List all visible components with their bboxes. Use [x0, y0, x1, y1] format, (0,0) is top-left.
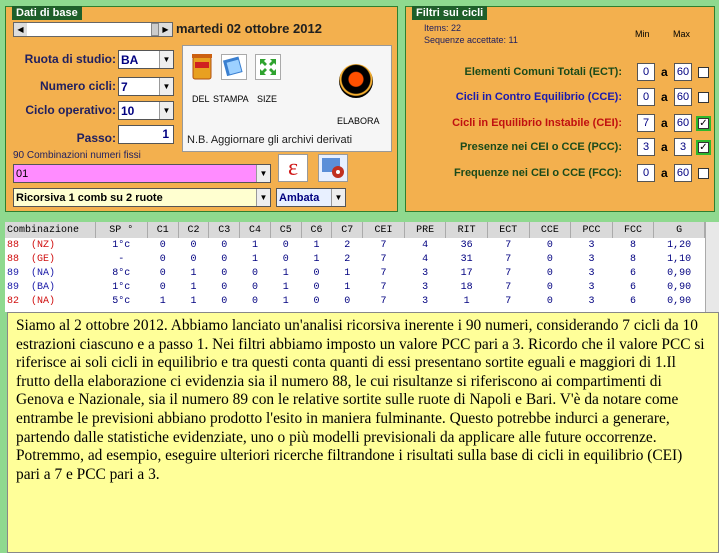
date-scrollbar[interactable]: [13, 22, 173, 37]
combinazioni-label: 90 Combinazioni numeri fissi: [13, 150, 141, 161]
combination-cell: 82 (NA): [7, 295, 56, 307]
table-cell: 0: [546, 281, 553, 293]
table-cell: 0: [313, 267, 320, 279]
combination-cell: 89 (BA): [7, 281, 56, 293]
table-cell: 1,10: [667, 253, 692, 265]
filter-min-input[interactable]: 7: [637, 114, 655, 132]
table-cell: 1: [282, 295, 289, 307]
passo-input[interactable]: 1: [118, 125, 174, 144]
settings-button[interactable]: [318, 154, 348, 182]
table-cell: 0: [546, 295, 553, 307]
table-cell: 0: [282, 239, 289, 251]
table-cell: 7: [380, 295, 387, 307]
filter-label: Presenze nei CEI o CCE (PCC):: [460, 141, 622, 153]
table-cell: 1: [313, 239, 320, 251]
filter-min-input[interactable]: 3: [637, 138, 655, 156]
column-header[interactable]: RIT: [446, 222, 488, 238]
filter-label: Cicli in Equilibrio Instabile (CEI):: [452, 117, 622, 129]
table-cell: 6: [630, 281, 637, 293]
table-cell: 1: [344, 281, 351, 293]
filter-checkbox[interactable]: [698, 92, 709, 103]
table-cell: 1°c: [112, 281, 131, 293]
table-cell: 7: [380, 253, 387, 265]
resize-icon: [257, 56, 279, 78]
ciclo-operativo-label: Ciclo operativo:: [25, 103, 116, 117]
table-cell: 7: [505, 281, 512, 293]
table-cell: 1: [159, 295, 166, 307]
filter-range-separator: a: [661, 65, 668, 79]
table-cell: 0: [159, 239, 166, 251]
numero-cicli-select[interactable]: [118, 77, 174, 96]
table-row[interactable]: [5, 280, 705, 294]
table-cell: 0: [344, 295, 351, 307]
column-header[interactable]: C5: [270, 222, 301, 238]
table-body: [5, 238, 705, 308]
table-cell: -: [118, 253, 125, 265]
table-cell: 1: [252, 253, 259, 265]
table-cell: 1: [344, 267, 351, 279]
table-cell: 3: [422, 267, 429, 279]
filter-min-input[interactable]: 0: [637, 164, 655, 182]
table-cell: 36: [460, 239, 473, 251]
column-header[interactable]: PCC: [571, 222, 613, 238]
size-button[interactable]: [255, 54, 281, 80]
table-cell: 1: [190, 281, 197, 293]
filter-checkbox[interactable]: [698, 168, 709, 179]
filter-label: Frequenze nei CEI o CCE (FCC):: [453, 167, 622, 179]
results-table-wrapper: [5, 222, 719, 312]
table-cell: 0: [221, 253, 228, 265]
current-date: martedi 02 ottobre 2012: [176, 21, 322, 36]
ruota-select[interactable]: [118, 50, 174, 69]
filter-min-input[interactable]: 0: [637, 88, 655, 106]
table-cell: 1: [190, 295, 197, 307]
column-header[interactable]: C4: [240, 222, 271, 238]
combination-cell: 89 (NA): [7, 267, 56, 279]
table-cell: 7: [505, 239, 512, 251]
table-cell: 0: [313, 281, 320, 293]
table-cell: 0: [221, 295, 228, 307]
table-cell: 3: [422, 281, 429, 293]
column-header[interactable]: C7: [332, 222, 363, 238]
column-header[interactable]: Combinazione: [5, 222, 95, 238]
chevron-down-icon: ▼: [159, 102, 173, 119]
table-cell: 31: [460, 253, 473, 265]
table-cell: 0: [159, 281, 166, 293]
filter-max-input[interactable]: 60: [674, 63, 692, 81]
table-cell: 1°c: [112, 239, 131, 251]
table-cell: 7: [380, 267, 387, 279]
passo-label: Passo:: [76, 131, 116, 145]
column-header[interactable]: G: [654, 222, 705, 238]
filter-max-input[interactable]: 60: [674, 88, 692, 106]
base-panel-title: Dati di base: [12, 6, 82, 20]
sorte-value: Ambata: [279, 191, 320, 204]
filter-range-separator: a: [661, 166, 668, 180]
table-cell: 7: [380, 281, 387, 293]
table-cell: 0: [159, 253, 166, 265]
table-cell: 0: [546, 267, 553, 279]
filters-panel: [405, 6, 715, 212]
table-cell: 7: [505, 253, 512, 265]
size-caption: SIZE: [257, 94, 278, 104]
explanation-note: Siamo al 2 ottobre 2012. Abbiamo lanciato un'analisi ricorsiva inerente i 90 numeri, considerando 7 cicli da 10 estrazioni ciascuno e a passo 1. Nei filtri abbiamo imposto un valore PCC pari a 3. Ricordo che il valore PCC si riferisce ai soli cicli in equilibrio e tra questi conta quanti di essi presentano sortite eguali e maggiori di 1.Il frutto della elaborazione ci evidenzia sia il numero 88, le cui risultanze si riferiscono ai compartimenti di Genova e Nazionale, sia il numero 89 con le relative sortite sulle ruote di Napoli e Bari. V'è da notare come entrambe le previsioni abbiano prodotto l'esito in maniera fulminante. Questo potrebbe indurci a generare, partendo dalle statistiche evidenziate, uno o più modelli previsionali da applicare alle future occorrenze. Potremmo, ad esempio, eseguire ulteriori ricerche filtrandone i risultati sulla base di cicli in equilibrio (CEI) pari a 7 e PCC pari a 3.: [7, 312, 719, 553]
epsilon-button[interactable]: ε: [278, 154, 308, 182]
table-cell: 1: [282, 267, 289, 279]
table-header-row: [5, 222, 705, 238]
filter-label: Cicli in Contro Equilibrio (CCE):: [455, 91, 622, 103]
table-cell: 1: [190, 267, 197, 279]
del-button[interactable]: [189, 54, 215, 80]
ruota-label: Ruota di studio:: [24, 52, 116, 66]
table-row[interactable]: [5, 266, 705, 280]
ricorsiva-select[interactable]: [13, 188, 271, 207]
table-cell: 0: [546, 253, 553, 265]
elabora-button[interactable]: [339, 64, 373, 98]
table-cell: 0,90: [667, 281, 692, 293]
filter-checkbox[interactable]: [698, 67, 709, 78]
update-note: N.B. Aggiornare gli archivi derivati: [187, 134, 353, 146]
chevron-down-icon: ▼: [331, 189, 345, 206]
column-header[interactable]: ECT: [487, 222, 529, 238]
filter-range-separator: a: [661, 90, 668, 104]
ciclo-operativo-value: 10: [121, 103, 135, 118]
column-header[interactable]: CCE: [529, 222, 571, 238]
table-cell: 3: [422, 295, 429, 307]
table-cell: 0: [159, 267, 166, 279]
combination-cell: 88 (NZ): [7, 239, 56, 251]
print-icon: [222, 55, 246, 79]
sequenze-count: Sequenze accettate: 11: [424, 35, 518, 45]
table-cell: 1: [252, 239, 259, 251]
stampa-caption: STAMPA: [213, 94, 249, 104]
filter-range-separator: a: [661, 116, 668, 130]
scroll-left-arrow[interactable]: ◀: [14, 23, 27, 36]
table-cell: 0: [190, 239, 197, 251]
table-cell: 0,90: [667, 267, 692, 279]
table-cell: 1,20: [667, 239, 692, 251]
table-cell: 7: [505, 295, 512, 307]
table-cell: 0: [252, 281, 259, 293]
filter-min-input[interactable]: 0: [637, 63, 655, 81]
filter-label: Elementi Comuni Totali (ECT):: [464, 66, 622, 78]
table-cell: 3: [588, 253, 595, 265]
items-count: Items: 22: [424, 23, 462, 33]
elabora-caption: ELABORA: [337, 116, 380, 126]
table-row[interactable]: [5, 238, 705, 252]
table-cell: 0,90: [667, 295, 692, 307]
table-cell: 1: [282, 281, 289, 293]
filters-panel-title: Filtri sui cicli: [412, 6, 487, 20]
del-caption: DEL: [192, 94, 210, 104]
table-cell: 0: [252, 295, 259, 307]
table-cell: 1: [463, 295, 470, 307]
base-panel: [5, 6, 398, 212]
min-header: Min: [635, 29, 650, 39]
table-cell: 4: [422, 239, 429, 251]
table-cell: 6: [630, 267, 637, 279]
table-cell: 3: [588, 295, 595, 307]
ricorsiva-value: Ricorsiva 1 comb su 2 ruote: [16, 191, 163, 204]
table-cell: 0: [221, 281, 228, 293]
table-cell: 17: [460, 267, 473, 279]
chevron-down-icon: ▼: [159, 78, 173, 95]
table-cell: 0: [546, 239, 553, 251]
column-header[interactable]: C3: [209, 222, 240, 238]
numero-cicli-value: 7: [121, 79, 128, 94]
table-cell: 0: [282, 253, 289, 265]
table-cell: 8: [630, 253, 637, 265]
combinazioni-value: 01: [16, 167, 29, 180]
stampa-button[interactable]: [221, 54, 247, 80]
table-cell: 8: [630, 239, 637, 251]
table-cell: 6: [630, 295, 637, 307]
table-cell: 0: [221, 267, 228, 279]
filter-checkbox[interactable]: ✓: [699, 142, 708, 153]
action-group: [182, 45, 392, 152]
sorte-select[interactable]: [276, 188, 346, 207]
column-header[interactable]: C2: [178, 222, 209, 238]
table-row[interactable]: [5, 294, 705, 308]
table-cell: 5°c: [112, 295, 131, 307]
trash-icon: [190, 53, 214, 81]
filter-checkbox[interactable]: ✓: [699, 118, 708, 129]
table-cell: 0: [313, 295, 320, 307]
column-header[interactable]: C6: [301, 222, 332, 238]
table-cell: 1: [313, 253, 320, 265]
filter-range-separator: a: [661, 140, 668, 154]
table-cell: 0: [221, 239, 228, 251]
chevron-down-icon: ▼: [256, 189, 270, 206]
combination-cell: 88 (GE): [7, 253, 56, 265]
ruota-value: BA: [121, 52, 139, 67]
column-header[interactable]: C1: [147, 222, 178, 238]
table-cell: 7: [380, 239, 387, 251]
numero-cicli-label: Numero cicli:: [39, 79, 116, 93]
table-cell: 0: [252, 267, 259, 279]
results-table: [5, 222, 705, 308]
column-header[interactable]: PRE: [404, 222, 446, 238]
table-cell: 3: [588, 267, 595, 279]
table-cell: 8°c: [112, 267, 131, 279]
scroll-thumb[interactable]: [151, 23, 159, 36]
combinazioni-select[interactable]: [13, 164, 271, 183]
table-cell: 0: [190, 253, 197, 265]
table-cell: 3: [588, 239, 595, 251]
table-cell: 18: [460, 281, 473, 293]
scroll-right-arrow[interactable]: ▶: [159, 23, 172, 36]
table-scrollbar[interactable]: [705, 222, 719, 312]
gear-icon: [319, 155, 347, 181]
filter-max-input[interactable]: 60: [674, 114, 692, 132]
table-row[interactable]: [5, 252, 705, 266]
max-header: Max: [673, 29, 691, 39]
filter-max-input[interactable]: 60: [674, 164, 692, 182]
column-header[interactable]: CEI: [363, 222, 405, 238]
table-cell: 7: [505, 267, 512, 279]
chevron-down-icon: ▼: [256, 165, 270, 182]
table-cell: 2: [344, 239, 351, 251]
ciclo-operativo-select[interactable]: [118, 101, 174, 120]
table-cell: 4: [422, 253, 429, 265]
column-header[interactable]: SP °: [95, 222, 147, 238]
column-header[interactable]: FCC: [612, 222, 654, 238]
filter-max-input[interactable]: 3: [674, 138, 692, 156]
chevron-down-icon: ▼: [159, 51, 173, 68]
table-cell: 3: [588, 281, 595, 293]
table-cell: 2: [344, 253, 351, 265]
